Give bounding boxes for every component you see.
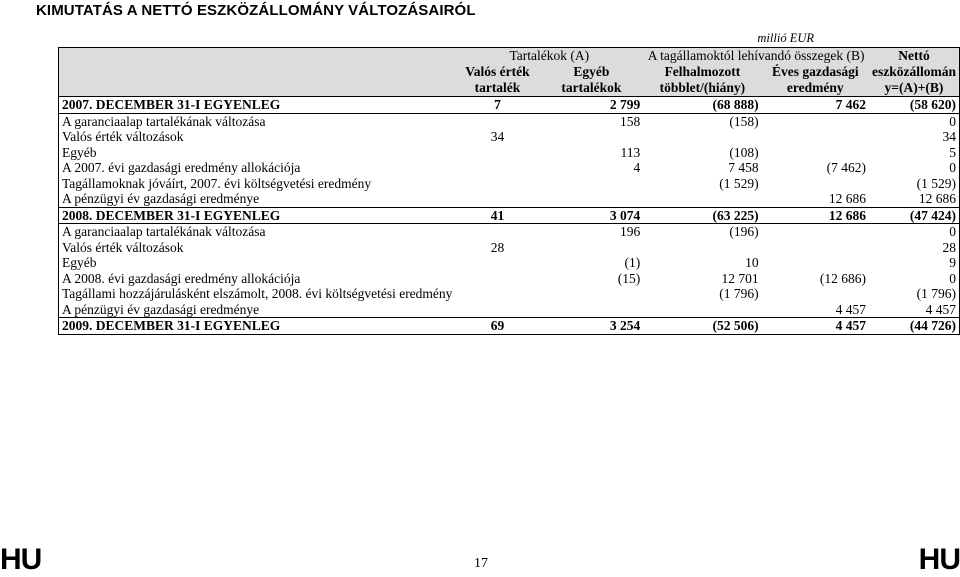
fair-value-cell [455, 191, 539, 207]
net-assets-cell: 9 [869, 255, 960, 271]
fair-value-cell [455, 160, 539, 176]
footer-hu-right: HU [918, 543, 960, 576]
fair-value-cell [455, 145, 539, 161]
annual-result-cell [762, 113, 869, 129]
row-label: A 2008. évi gazdasági eredmény allokációja [59, 271, 456, 287]
accumulated-cell: (1 529) [719, 175, 759, 191]
annual-result-cell [762, 240, 869, 256]
accumulated-cell: (108) [729, 144, 759, 160]
other-reserves-cell [539, 129, 643, 145]
net-assets-cell: 12 686 [869, 191, 960, 207]
fair-value-cell: 41 [455, 207, 539, 224]
fair-value-cell [455, 286, 539, 302]
other-reserves-cell [539, 176, 643, 192]
net-assets-cell: 0 [869, 224, 960, 240]
other-reserves-cell: 113 [620, 144, 641, 160]
net-assets-cell: (1 529) [869, 176, 960, 192]
annual-result-cell [762, 176, 869, 192]
fair-value-cell: 69 [455, 318, 539, 335]
row-label: A garanciaalap tartalékának változása [59, 224, 456, 240]
net-assets-cell: 5 [869, 145, 960, 161]
annual-result-cell: (7 462) [826, 160, 866, 175]
other-reserves-cell [539, 191, 643, 207]
balance-row [59, 318, 960, 335]
balance-row [59, 207, 960, 224]
net-assets-cell: (47 424) [869, 207, 960, 224]
table-row [59, 191, 960, 207]
other-reserves-cell: 3 074 [539, 207, 643, 224]
fair-value-cell [455, 224, 539, 240]
other-reserves-cell [539, 302, 643, 318]
fair-value-cell: 28 [490, 239, 505, 255]
row-label: Egyéb [59, 145, 456, 161]
other-reserves-cell: 4 [633, 160, 641, 175]
accumulated-cell: (68 888) [643, 97, 761, 114]
row-label: 2007. DECEMBER 31-I EGYENLEG [59, 97, 456, 114]
fair-value-cell [455, 271, 539, 287]
other-reserves-cell: 2 799 [539, 97, 643, 114]
row-label: A 2007. évi gazdasági eredmény allokációja [59, 160, 456, 176]
table-row [59, 302, 960, 318]
annual-result-cell: 7 462 [762, 97, 869, 114]
annual-result-cell: 4 457 [762, 318, 869, 335]
table-row [59, 160, 960, 176]
table-row [59, 129, 960, 145]
accumulated-cell [643, 191, 761, 207]
accumulated-cell: 12 701 [721, 270, 759, 286]
header-reserves-group: Tartalékok (A) [455, 48, 643, 65]
net-assets-cell: 4 457 [869, 302, 960, 318]
net-assets-cell: (1 796) [869, 286, 960, 302]
table-row [59, 224, 960, 240]
header-accumulated: Felhalmozott többlet/(hiány) [643, 64, 761, 97]
net-assets-cell: (58 620) [869, 97, 960, 114]
table-row [59, 176, 960, 192]
other-reserves-cell: (15) [617, 270, 641, 286]
net-assets-cell: 0 [869, 113, 960, 129]
accumulated-cell: (63 225) [643, 207, 761, 224]
accumulated-cell [643, 240, 761, 256]
row-label: A garanciaalap tartalékának változása [59, 113, 456, 129]
annual-result-cell: 4 457 [835, 301, 866, 317]
annual-result-cell [762, 255, 869, 271]
other-reserves-cell: 158 [619, 113, 641, 129]
row-label: 2009. DECEMBER 31-I EGYENLEG [59, 318, 456, 335]
row-label: Valós érték változások [59, 240, 456, 256]
page-number: 17 [474, 556, 488, 571]
other-reserves-cell: 196 [619, 224, 641, 239]
accumulated-cell: (1 796) [719, 286, 759, 301]
net-assets-cell: (44 726) [869, 318, 960, 335]
header-net-assets: Nettó eszközállomán y=(A)+(B) [869, 48, 960, 97]
net-assets-cell: 0 [869, 271, 960, 287]
other-reserves-cell [539, 240, 643, 256]
header-fair-value: Valós érték tartalék [455, 64, 539, 97]
accumulated-cell: (52 506) [643, 318, 761, 335]
table-row [59, 286, 960, 302]
header-blank-2 [59, 64, 456, 97]
annual-result-cell: 12 686 [828, 191, 866, 206]
net-assets-table [58, 47, 960, 335]
balance-row [59, 97, 960, 114]
row-label: A pénzügyi év gazdasági eredménye [59, 302, 456, 318]
header-annual-result: Éves gazdasági eredmény [762, 64, 869, 97]
annual-result-cell [762, 145, 869, 161]
header-receivable-group: A tagállamoktól lehívandó összegek (B) [643, 48, 869, 65]
other-reserves-cell [539, 286, 643, 302]
other-reserves-cell: 3 254 [539, 318, 643, 335]
table-row [59, 271, 960, 287]
document-title: KIMUTATÁS A NETTÓ ESZKÖZÁLLOMÁNY VÁLTOZÁSAIRÓL [36, 2, 476, 19]
header-other-reserves: Egyéb tartalékok [539, 64, 643, 97]
accumulated-cell: 7 458 [728, 160, 759, 175]
annual-result-cell: 12 686 [762, 207, 869, 224]
net-assets-cell: 34 [869, 129, 960, 145]
unit-label: millió EUR [757, 31, 814, 45]
annual-result-cell [762, 224, 869, 240]
row-label: Tagállamoknak jóváírt, 2007. évi költségvetési eredmény [59, 176, 456, 192]
fair-value-cell: 7 [455, 97, 539, 114]
other-reserves-cell: (1) [624, 255, 641, 270]
row-label: Egyéb [59, 255, 456, 271]
fair-value-cell [455, 302, 539, 318]
accumulated-cell: (158) [729, 113, 759, 129]
header-blank [59, 48, 456, 65]
fair-value-cell: 34 [490, 129, 505, 144]
annual-result-cell: (12 686) [819, 270, 866, 286]
table-row [59, 145, 960, 161]
row-label: Tagállami hozzájárulásként elszámolt, 2008. évi költségvetési eredmény [59, 286, 456, 302]
net-assets-cell: 28 [869, 240, 960, 256]
table-row [59, 255, 960, 271]
net-assets-cell: 0 [869, 160, 960, 176]
fair-value-cell [455, 113, 539, 129]
row-label: Valós érték változások [59, 129, 456, 145]
table-row [59, 113, 960, 129]
row-label: 2008. DECEMBER 31-I EGYENLEG [59, 207, 456, 224]
footer-hu-left: HU [0, 543, 42, 576]
accumulated-cell: 10 [745, 255, 759, 270]
fair-value-cell [455, 176, 539, 192]
row-label: A pénzügyi év gazdasági eredménye [59, 191, 456, 207]
fair-value-cell [455, 255, 539, 271]
annual-result-cell [762, 129, 869, 145]
table-row [59, 240, 960, 256]
accumulated-cell: (196) [729, 224, 759, 239]
accumulated-cell [643, 129, 761, 145]
accumulated-cell [643, 302, 761, 318]
annual-result-cell [762, 286, 869, 302]
